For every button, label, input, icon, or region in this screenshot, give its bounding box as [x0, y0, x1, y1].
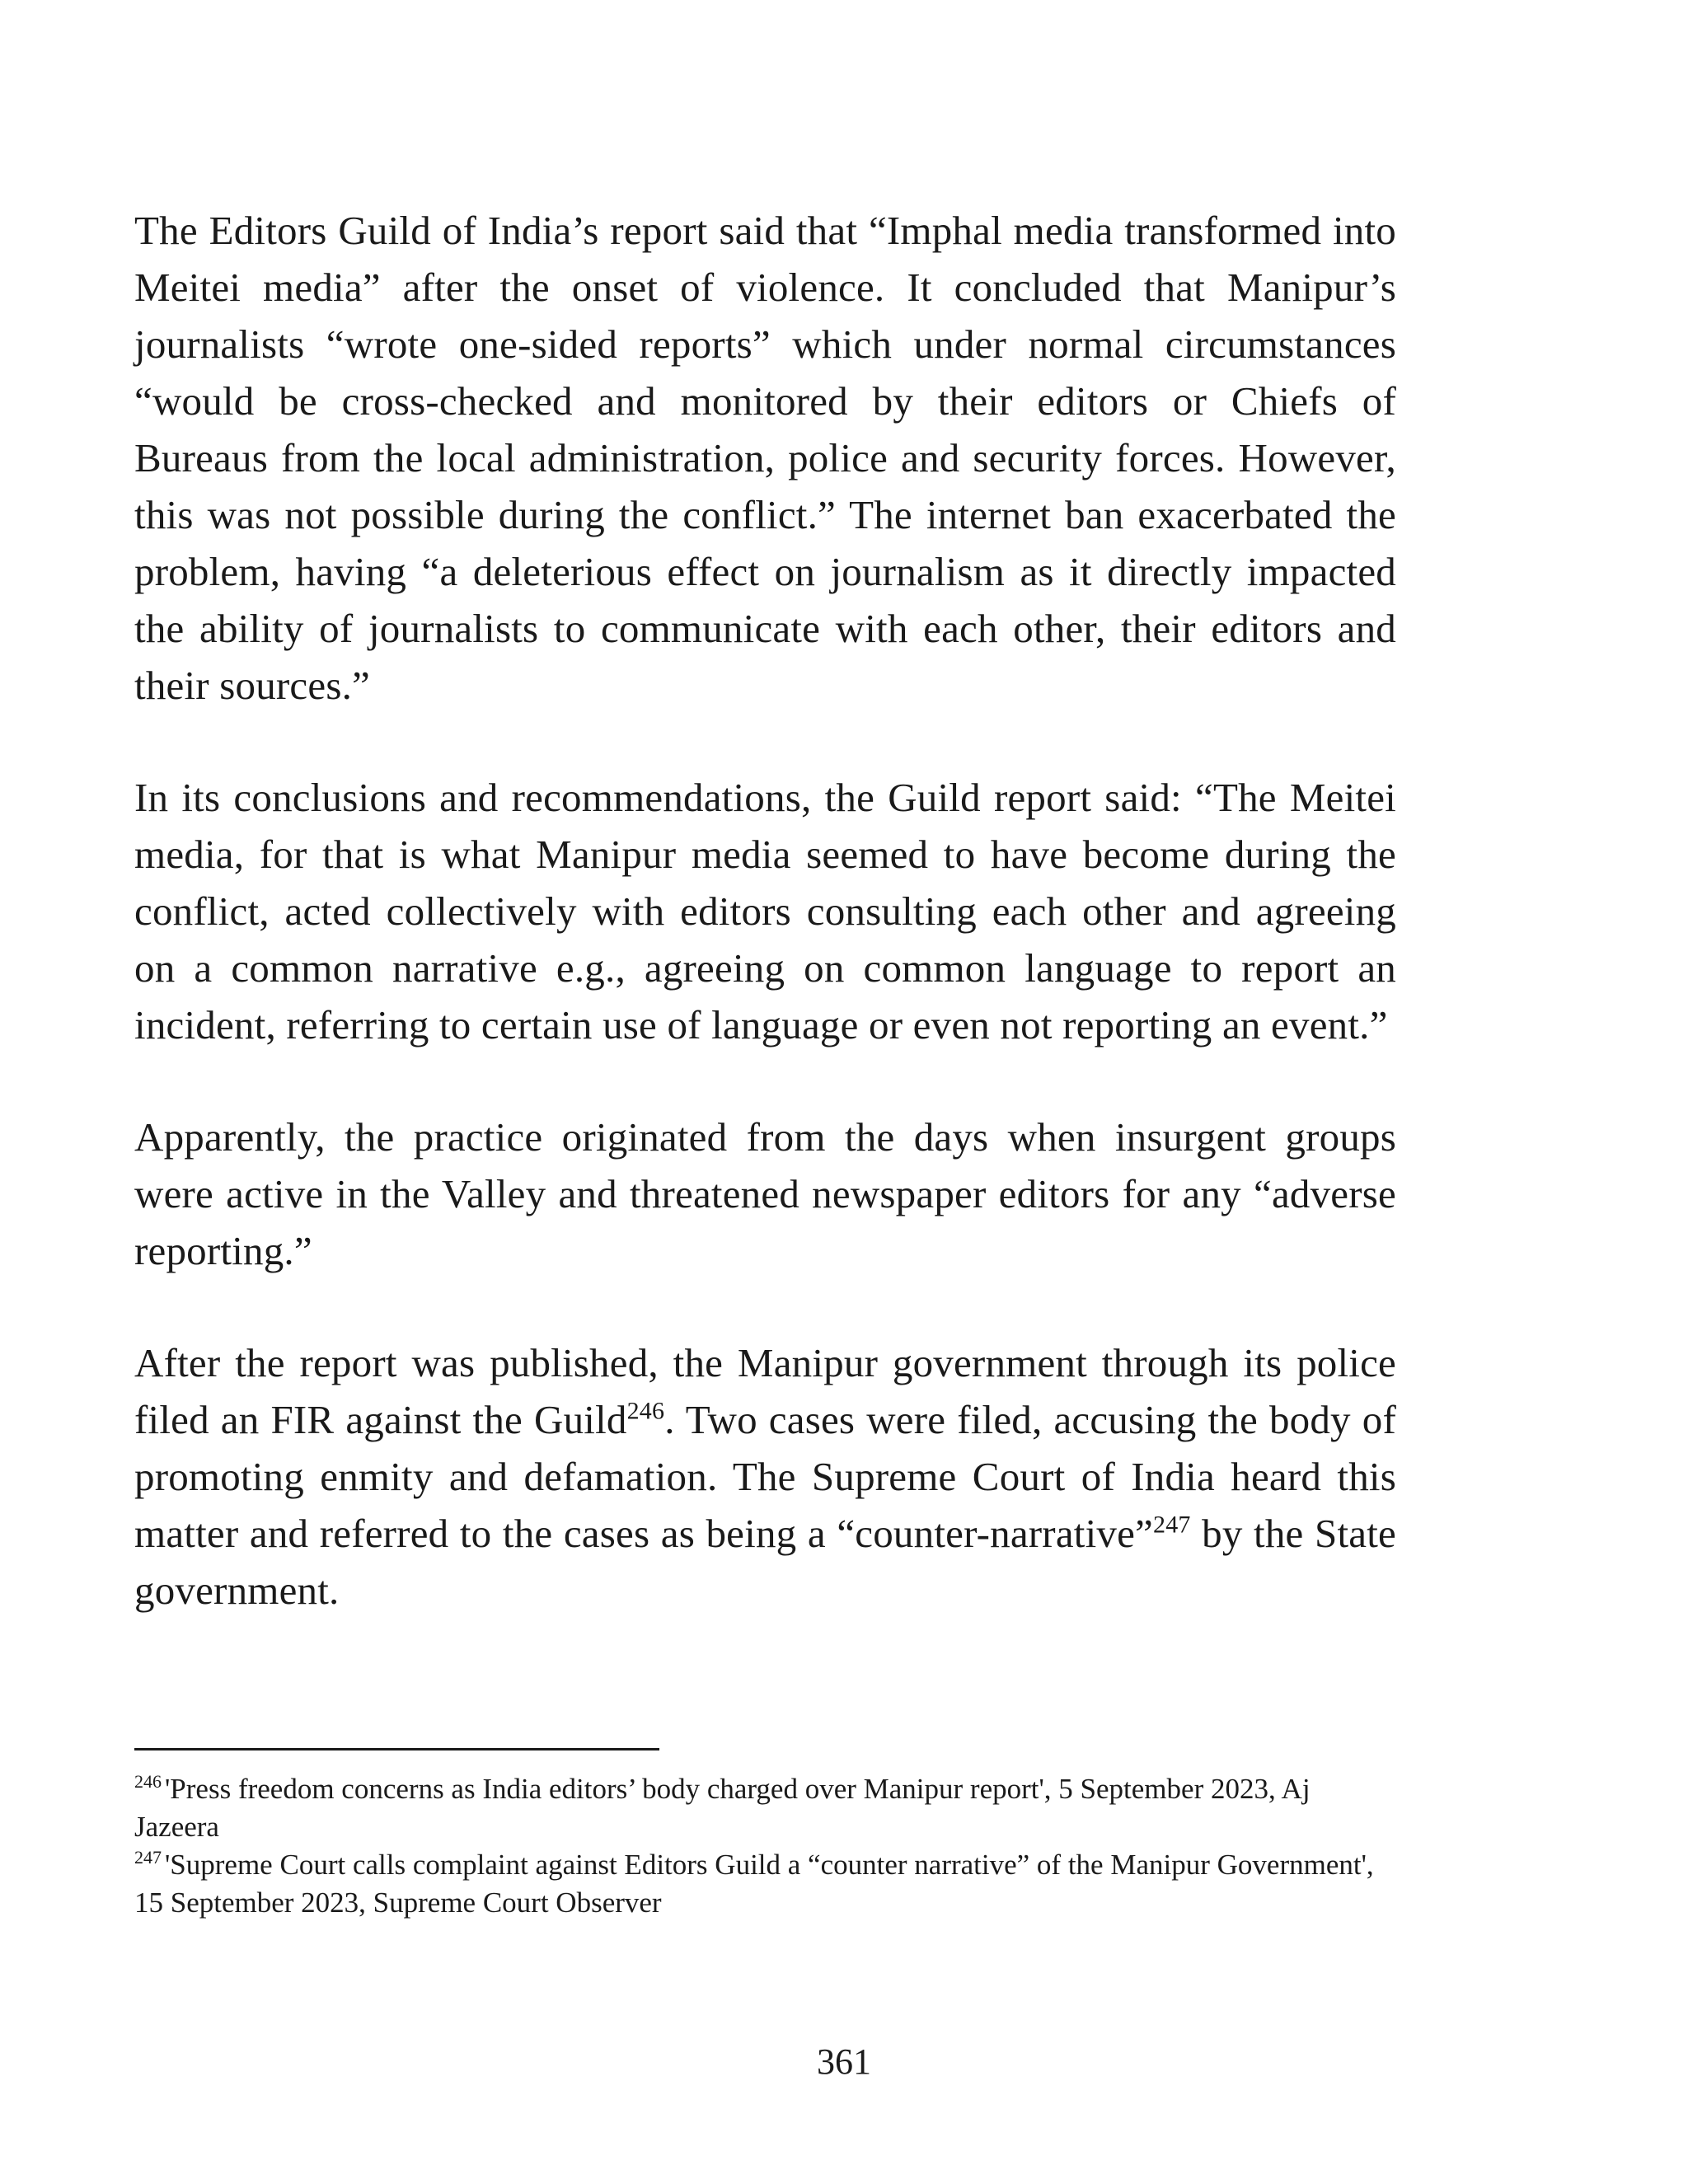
paragraph-2: In its conclusions and recommendations, the Guild report said: “The Meitei media, for that is what Manipur media seemed to have become during the conflict, acted collectively with editors consulting each other and agreeing on a common narrative e.g., agreeing on common language to report an incident, referring to certain use of language or even not reporting an event.” — [134, 775, 1396, 1047]
footnote-text: 'Supreme Court calls complaint against Editors Guild a “counter narrative” of the Manipur Government', 15 September 2023, Supreme Court Observer — [134, 1849, 1374, 1919]
paragraph-4-part-1: After the report was published, the Manipur government through its police filed an FIR against the Guild — [134, 1340, 1396, 1442]
paragraph-4-part-2: . Two cases were filed, accusing the body of promoting enmity and defamation. The Supreme Court of India heard this matter and referred to the cases as being a “counter-narrative” — [134, 1397, 1396, 1556]
footnotes — [134, 1770, 1396, 1922]
footnote-divider — [134, 1748, 659, 1750]
footnote-number: 247 — [134, 1847, 162, 1868]
main-text — [134, 202, 1396, 1674]
footnote-246 — [134, 1770, 1396, 1846]
footnote-number: 246 — [134, 1771, 162, 1793]
footnote-text: 'Press freedom concerns as India editors’ body charged over Manipur report', 5 September 2023, Aj Jazeera — [134, 1773, 1311, 1843]
footnote-ref-246[interactable]: 246 — [626, 1397, 665, 1425]
footnote-247 — [134, 1846, 1396, 1922]
paragraph-4 — [134, 1334, 1396, 1619]
footnote-ref-247[interactable]: 247 — [1153, 1511, 1191, 1539]
paragraph-3: Apparently, the practice originated from the days when insurgent groups were active in the Valley and threatened newspaper editors for any “adverse reporting.” — [134, 1114, 1396, 1273]
page-number: 361 — [817, 2041, 871, 2082]
paragraph-1: The Editors Guild of India’s report said that “Imphal media transformed into Meitei media” after the onset of violence. It concluded that Manipur’s journalists “wrote one-sided reports” which under normal circumstances “would be cross-checked and monitored by their editors or Chiefs of Bureaus from the local administration, police and security forces. However, this was not possible during the conflict.” The internet ban exacerbated the problem, having “a deleterious effect on journalism as it directly impacted the ability of journalists to communicate with each other, their editors and their sources.” — [134, 208, 1396, 708]
paragraph-4-part-3: by the State government. — [134, 1511, 1396, 1613]
